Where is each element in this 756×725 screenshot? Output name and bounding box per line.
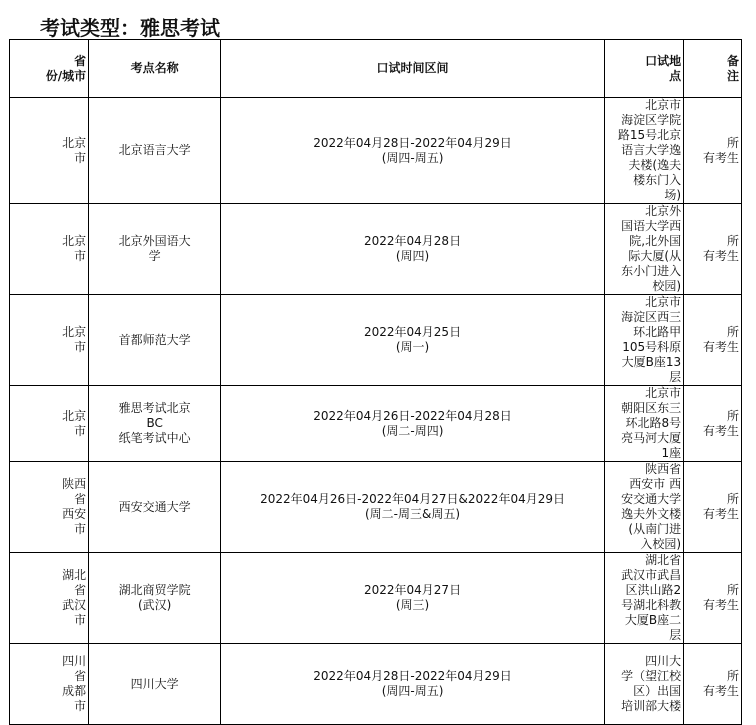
table-row: [10, 98, 742, 204]
cell-address: 四川大 学（望江校 区）出国 培训部大楼: [604, 644, 683, 725]
time-range: 2022年04月28日-2022年04月29日: [313, 669, 512, 683]
weekday: (周四-周五): [381, 150, 444, 165]
cell-time: [221, 295, 605, 386]
header-center: 考点名称: [89, 40, 221, 98]
exam-schedule-table: [9, 39, 742, 725]
cell-address: 北京市 朝阳区东三 环北路8号 亮马河大厦 1座: [604, 386, 683, 462]
cell-time: [221, 462, 605, 553]
time-range: 2022年04月28日-2022年04月29日: [313, 135, 512, 150]
cell-address: 湖北省 武汉市武昌 区洪山路2 号湖北科教 大厦B座二 层: [604, 553, 683, 644]
cell-address: 北京外 国语大学西 院,北外国 际大厦(从 东小门进入 校园): [604, 204, 683, 295]
cell-center: 雅思考试北京 BC 纸笔考试中心: [89, 386, 221, 462]
page-title: 考试类型：雅思考试: [40, 16, 220, 40]
cell-center: 湖北商贸学院 (武汉): [89, 553, 221, 644]
cell-center: 北京语言大学: [89, 98, 221, 204]
cell-province: 北京 市: [10, 204, 89, 295]
weekday: (周三): [395, 598, 430, 612]
cell-center: 四川大学: [89, 644, 221, 725]
cell-address: 陕西省 西安市 西 安交通大学 逸夫外文楼 (从南门进 入校园): [604, 462, 683, 553]
cell-province: 湖北 省 武汉 市: [10, 553, 89, 644]
cell-note: 所 有考生: [684, 295, 742, 386]
cell-note: 所 有考生: [684, 204, 742, 295]
cell-center: 北京外国语大 学: [89, 204, 221, 295]
cell-note: 所 有考生: [684, 98, 742, 204]
header-note: 备 注: [684, 40, 742, 98]
cell-center: 西安交通大学: [89, 462, 221, 553]
cell-time: [221, 204, 605, 295]
cell-note: 所 有考生: [684, 386, 742, 462]
cell-center: 首都师范大学: [89, 295, 221, 386]
cell-province: 陕西 省 西安 市: [10, 462, 89, 553]
table-row: [10, 386, 742, 462]
table-row: [10, 204, 742, 295]
weekday: (周二-周四): [381, 423, 444, 438]
table-row: [10, 462, 742, 553]
cell-province: 四川 省 成都 市: [10, 644, 89, 725]
cell-time: [221, 553, 605, 644]
table-row: [10, 553, 742, 644]
cell-note: 所 有考生: [684, 644, 742, 725]
cell-time: [221, 98, 605, 204]
table-row: [10, 644, 742, 725]
cell-province: 北京 市: [10, 295, 89, 386]
time-range: 2022年04月27日: [363, 583, 462, 597]
cell-time: [221, 644, 605, 725]
time-range: 2022年04月26日-2022年04月27日&2022年04月29日: [260, 492, 565, 506]
time-range: 2022年04月25日: [363, 325, 462, 339]
cell-note: 所 有考生: [684, 462, 742, 553]
weekday: (周四): [395, 249, 430, 263]
weekday: (周二-周三&周五): [365, 507, 461, 521]
cell-note: 所 有考生: [684, 553, 742, 644]
table-header-row: [10, 40, 742, 98]
cell-province: 北京 市: [10, 386, 89, 462]
time-range: 2022年04月28日: [363, 234, 462, 248]
cell-address: 北京市 海淀区西三 环北路甲 105号科原 大厦B座13 层: [604, 295, 683, 386]
cell-province: 北京 市: [10, 98, 89, 204]
time-range: 2022年04月26日-2022年04月28日: [313, 408, 512, 423]
weekday: (周一): [395, 340, 430, 354]
header-time: 口试时间区间: [221, 40, 605, 98]
header-province: 省 份/城市: [10, 40, 89, 98]
cell-address: 北京市 海淀区学院 路15号北京 语言大学逸 夫楼(逸夫 楼东门入 场): [604, 98, 683, 204]
header-address: 口试地 点: [604, 40, 683, 98]
weekday: (周四-周五): [381, 684, 444, 698]
table-row: [10, 295, 742, 386]
cell-time: [221, 386, 605, 462]
